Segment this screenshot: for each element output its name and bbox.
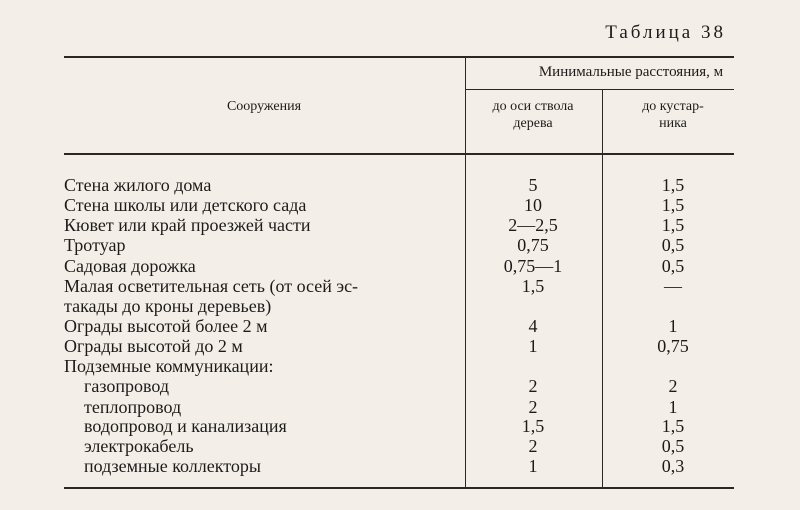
- row-tree-distance: 1,5: [521, 276, 545, 296]
- row-tree-distance: 10: [524, 195, 542, 215]
- row-name: электрокабель: [84, 436, 194, 456]
- row-name: Ограды высотой более 2 м: [64, 316, 268, 336]
- row-shrub-distance: 1,5: [661, 195, 685, 215]
- row-name: такады до кроны деревьев): [64, 296, 272, 316]
- row-name: Подземные коммуникации:: [64, 356, 274, 376]
- table-row: [0, 456, 800, 476]
- row-tree-distance: 1: [528, 336, 538, 356]
- subheader-rule: [466, 89, 734, 90]
- row-name: Садовая дорожка: [64, 256, 196, 276]
- row-tree-distance: 2: [528, 376, 538, 396]
- table-row: [0, 436, 800, 456]
- row-shrub-distance: 1: [668, 316, 678, 336]
- header-structures: Сооружения: [226, 99, 302, 114]
- row-shrub-distance: 0,75: [657, 336, 689, 356]
- header-shrub-line-2: ника: [659, 116, 687, 131]
- row-name: Кювет или край проезжей части: [64, 215, 311, 235]
- row-shrub-distance: 1,5: [661, 175, 685, 195]
- row-name: Стена жилого дома: [64, 175, 212, 195]
- row-tree-distance: 5: [528, 175, 538, 195]
- row-shrub-distance: 2: [668, 376, 678, 396]
- table-row: [0, 416, 800, 436]
- table-row: [0, 195, 800, 215]
- row-tree-distance: 2: [528, 397, 538, 417]
- row-name: подземные коллекторы: [84, 456, 261, 476]
- table-row: [0, 316, 800, 336]
- header-tree-axis: [466, 98, 600, 132]
- row-shrub-distance: 0,5: [661, 235, 685, 255]
- row-name: Ограды высотой до 2 м: [64, 336, 243, 356]
- row-name: водопровод и канализация: [84, 416, 287, 436]
- table-row: [0, 215, 800, 235]
- table-row: [0, 376, 800, 396]
- row-tree-distance: 4: [528, 316, 538, 336]
- row-name: газопровод: [84, 376, 170, 396]
- header-tree-line-1: до оси ствола: [492, 99, 574, 114]
- row-name: теплопровод: [84, 397, 182, 417]
- row-shrub-distance: 0,5: [661, 436, 685, 456]
- row-name: Малая осветительная сеть (от осей эс-: [64, 276, 359, 296]
- header-min-distances: Минимальные расстояния, м: [538, 64, 724, 80]
- header-bottom-rule: [64, 153, 734, 155]
- row-shrub-distance: 1: [668, 397, 678, 417]
- row-tree-distance: 1: [528, 456, 538, 476]
- table-row: [0, 276, 800, 296]
- row-shrub-distance: 0,5: [661, 256, 685, 276]
- table-row-continuation: [0, 296, 800, 316]
- header-shrub-line-1: до кустар-: [642, 99, 704, 114]
- table-row-group-heading: [0, 356, 800, 376]
- table-row: [0, 256, 800, 276]
- row-tree-distance: 2—2,5: [508, 215, 558, 235]
- header-tree-line-2: дерева: [513, 116, 553, 131]
- table-row: [0, 175, 800, 195]
- row-tree-distance: 2: [528, 436, 538, 456]
- row-tree-distance: 0,75—1: [503, 256, 563, 276]
- table-row: [0, 235, 800, 255]
- table-row: [0, 397, 800, 417]
- row-shrub-distance: 0,3: [661, 456, 685, 476]
- row-shrub-distance: —: [664, 276, 682, 296]
- row-tree-distance: 0,75: [517, 235, 549, 255]
- row-shrub-distance: 1,5: [661, 416, 685, 436]
- row-shrub-distance: 1,5: [661, 215, 685, 235]
- row-name: Стена школы или детского сада: [64, 195, 307, 215]
- header-shrub: [606, 98, 740, 132]
- table-bottom-rule: [64, 487, 734, 489]
- row-tree-distance: 1,5: [521, 416, 545, 436]
- table-row: [0, 336, 800, 356]
- table-caption: Таблица 38: [605, 22, 726, 43]
- row-name: Тротуар: [64, 235, 126, 255]
- table-top-rule: [64, 56, 734, 58]
